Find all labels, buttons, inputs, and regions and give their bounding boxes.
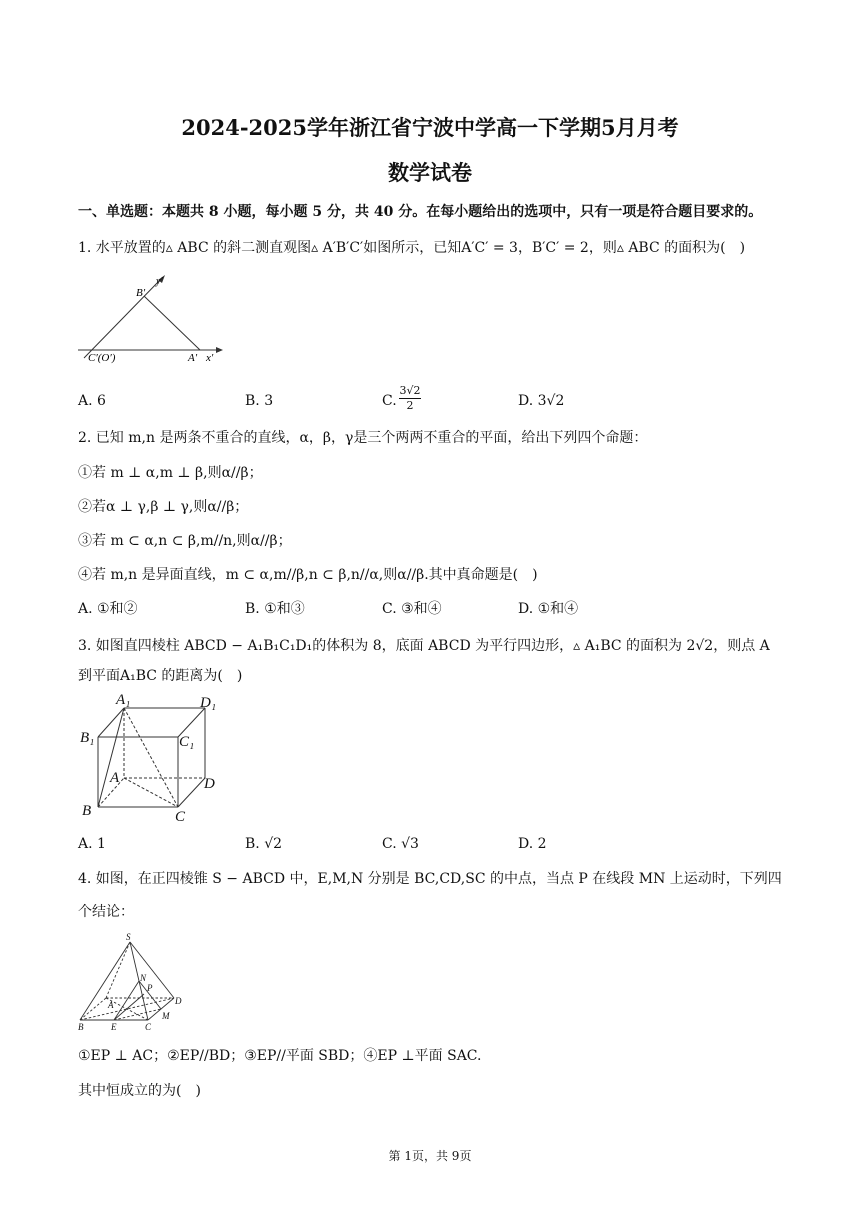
q1-option-d: D. 3√2 bbox=[518, 393, 565, 409]
side-b-a bbox=[144, 296, 200, 350]
q2-stem: 2. 已知 m,n 是两条不重合的直线，α，β，γ是三个两两不重合的平面，给出下列四个命题： bbox=[78, 430, 648, 446]
q3-option-c: C. √3 bbox=[382, 836, 419, 852]
q4-conclusions: ①EP ⊥ AC；②EP//BD；③EP//平面 SBD；④EP ⊥平面 SAC. bbox=[78, 1048, 482, 1064]
q2-prop-1: ①若 m ⊥ α,m ⊥ β,则α//β； bbox=[78, 465, 263, 481]
q2-option-a: A. ①和② bbox=[78, 601, 138, 617]
label-d: D bbox=[175, 996, 182, 1006]
q2-option-d: D. ①和④ bbox=[518, 601, 579, 617]
y-axis bbox=[84, 278, 162, 358]
label-c1: C₁ bbox=[179, 734, 195, 750]
q1-option-a: A. 6 bbox=[78, 393, 106, 409]
edge-d1-c1 bbox=[178, 708, 205, 737]
label-d1: D₁ bbox=[200, 695, 217, 711]
q2-prop-3: ③若 m ⊂ α,n ⊂ β,m//n,则α//β； bbox=[78, 533, 292, 549]
q3-figure bbox=[78, 690, 228, 825]
label-b1: B₁ bbox=[80, 730, 95, 746]
label-x: x′ bbox=[206, 352, 214, 364]
label-n: N bbox=[140, 973, 147, 983]
edge-s-b bbox=[80, 942, 130, 1020]
q1-stem: 1. 水平放置的▵ ABC 的斜二测直观图▵ A′B′C′如图所示，已知A′C′ = 3，B′C′ = 2，则▵ ABC 的面积为( ) bbox=[78, 240, 746, 256]
label-c: C bbox=[145, 1022, 152, 1032]
label-a: A bbox=[110, 770, 120, 786]
q3-option-a: A. 1 bbox=[78, 836, 106, 852]
q3-option-d: D. 2 bbox=[518, 836, 547, 852]
label-p: P bbox=[147, 983, 153, 993]
page-subtitle: 数学试卷 bbox=[388, 160, 472, 185]
label-a1: A₁ bbox=[116, 692, 131, 708]
label-b: B bbox=[78, 1022, 84, 1032]
page-title: 2024-2025学年浙江省宁波中学高一下学期5月月考 bbox=[181, 115, 679, 140]
label-b: B bbox=[82, 803, 92, 819]
q2-option-c: C. ③和④ bbox=[382, 601, 442, 617]
seg-e-n bbox=[114, 981, 139, 1020]
label-s: S bbox=[126, 932, 131, 942]
label-d: D bbox=[204, 776, 215, 792]
q2-prop-4: ④若 m,n 是异面直线，m ⊂ α,m//β,n ⊂ β,n//α,则α//β.其中真命题是( ) bbox=[78, 567, 538, 583]
q1-option-b: B. 3 bbox=[245, 393, 274, 409]
q4-question: 其中恒成立的为( ) bbox=[78, 1083, 201, 1099]
label-e: E bbox=[111, 1022, 117, 1032]
page-footer: 第 1页，共 9页 bbox=[388, 1149, 472, 1163]
label-y: y′ bbox=[156, 276, 163, 287]
label-b: B′ bbox=[136, 287, 146, 299]
q3-stem-line1: 3. 如图直四棱柱 ABCD − A₁B₁C₁D₁的体积为 8，底面 ABCD 为平行四边形，▵ A₁BC 的面积为 2√2，则点 A bbox=[78, 638, 770, 654]
x-axis-arrow bbox=[216, 347, 223, 353]
q2-option-b: B. ①和③ bbox=[245, 601, 305, 617]
label-m: M bbox=[162, 1011, 170, 1021]
label-c: C′(O′) bbox=[88, 352, 116, 364]
q4-stem-line2: 个结论： bbox=[78, 904, 134, 920]
q4-figure bbox=[78, 932, 188, 1036]
label-a: A′ bbox=[188, 352, 198, 364]
q2-prop-2: ②若α ⊥ γ,β ⊥ γ,则α//β； bbox=[78, 499, 249, 515]
edge-s-a bbox=[106, 942, 130, 998]
section-heading: 一、单选题：本题共 8 小题，每小题 5 分，共 40 分。在每小题给出的选项中，只有一项是符合题目要求的。 bbox=[78, 204, 763, 220]
q1-figure bbox=[78, 272, 228, 364]
label-c: C bbox=[175, 809, 186, 825]
q3-option-b: B. √2 bbox=[245, 836, 283, 852]
edge-c-d bbox=[178, 778, 205, 807]
label-a: A bbox=[108, 1000, 114, 1010]
edge-b-a bbox=[80, 998, 106, 1020]
q4-stem-line1: 4. 如图，在正四棱锥 S − ABCD 中，E,M,N 分别是 BC,CD,SC 的中点，当点 P 在线段 MN 上运动时，下列四 bbox=[78, 871, 782, 887]
q3-stem-line2: 到平面A₁BC 的距离为( ) bbox=[78, 668, 243, 684]
